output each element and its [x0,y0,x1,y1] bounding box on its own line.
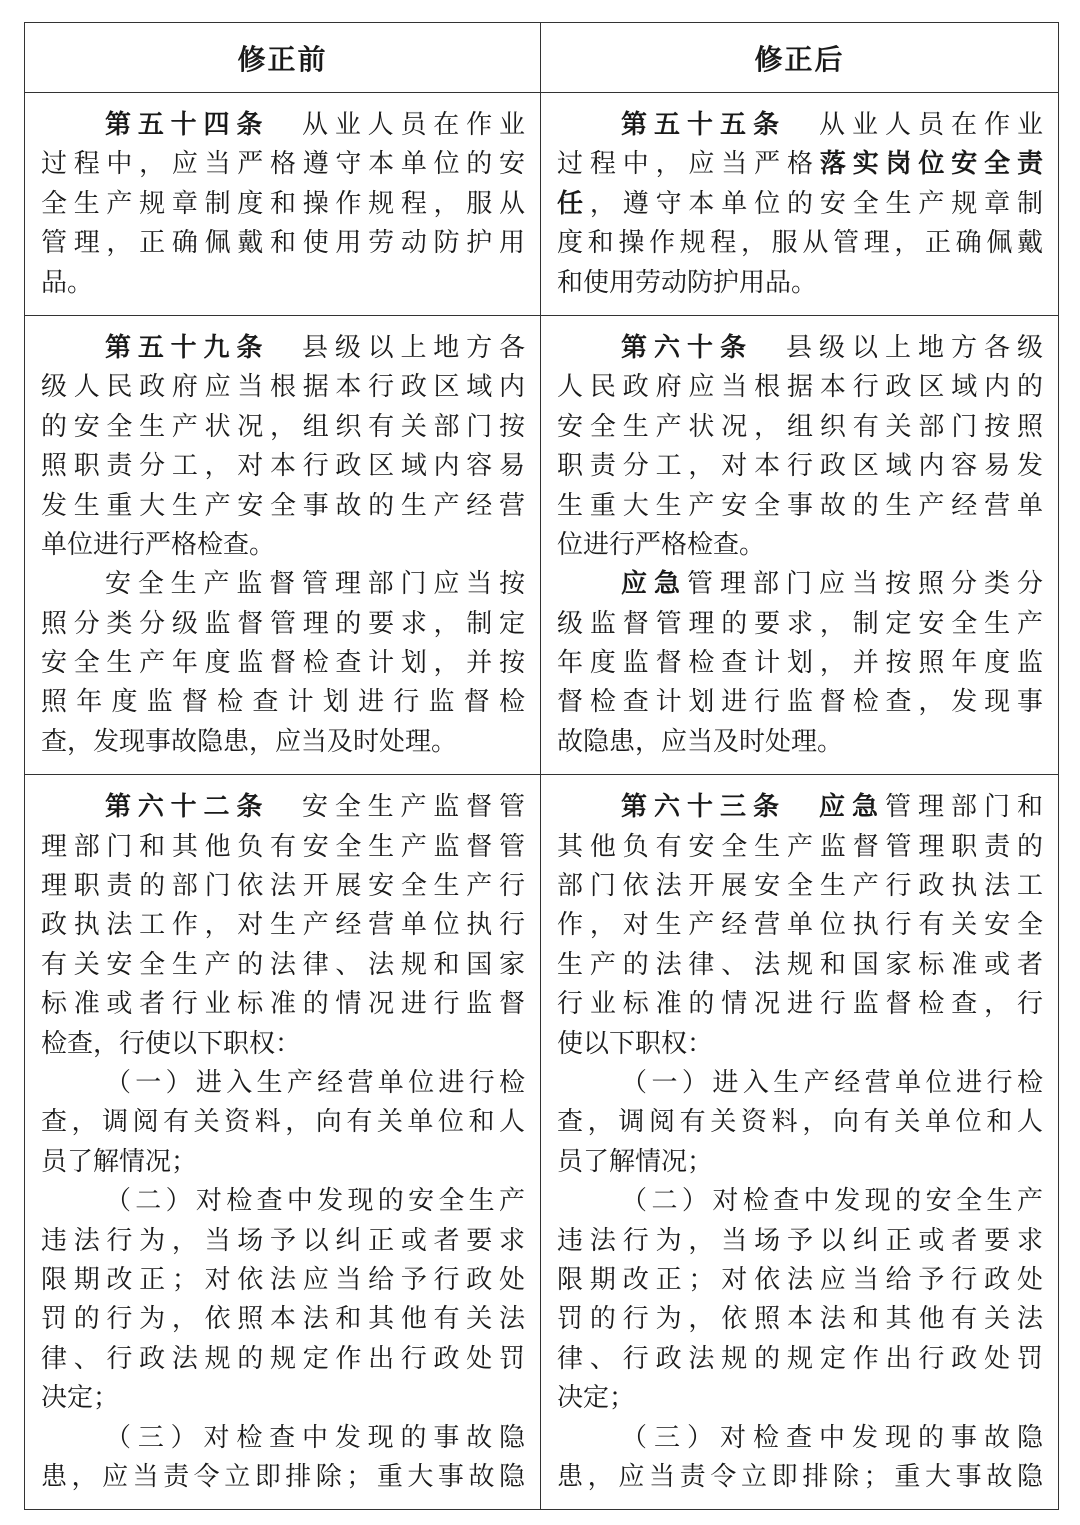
text-line [41,828,525,867]
text-line [41,447,525,486]
text-line [41,106,525,145]
text-line [41,487,525,526]
bold-text-segment: 应急 [621,569,687,600]
text-line [41,946,525,985]
text-line [41,1419,525,1458]
text-segment: 管理部门应当按照分类分 [687,569,1043,600]
text-segment: 县级以上地方各 [269,332,525,363]
text-segment: 生产的法律、法规和国家标准或者 [557,949,1043,980]
text-segment: 人民政府应当根据本行政区域内的 [557,372,1043,403]
text-line [41,867,525,906]
text-line [557,723,1043,762]
text-segment: 员了解情况； [41,1146,198,1177]
text-line [41,1300,525,1339]
text-segment: 理职责的部门依法开展安全生产行 [41,871,525,902]
text-segment: 罚的行为，依照本法和其他有关法 [41,1304,525,1335]
text-line [557,906,1043,945]
text-line [41,1261,525,1300]
article-after-cell [541,315,1059,774]
text-segment: 级监督管理的要求，制定安全生产 [557,608,1043,639]
bold-text-segment: 第五十九条 [105,332,270,363]
text-line [41,185,525,224]
table-row [25,93,1059,316]
text-line [41,264,525,303]
text-segment: （一）进入生产经营单位进行检 [621,1067,1043,1098]
text-segment: 督检查计划进行监督检查，发现事 [557,687,1043,718]
article-before-cell [25,315,541,774]
text-line [557,368,1043,407]
text-segment: 检查，行使以下职权： [41,1028,302,1059]
text-line [557,644,1043,683]
text-segment: 违法行为，当场予以纠正或者要求 [41,1225,525,1256]
text-line [41,644,525,683]
text-segment: 违法行为，当场予以纠正或者要求 [557,1225,1043,1256]
text-segment: 单位进行严格检查。 [41,529,276,560]
text-segment: 决定； [557,1383,636,1414]
text-segment: （二）对检查中发现的安全生产 [621,1186,1043,1217]
article-before-cell [25,775,541,1510]
text-segment: 有关安全生产的法律、法规和国家 [41,949,525,980]
text-segment: 安全生产监督管理部门应当按 [105,569,525,600]
text-segment: 管理，正确佩戴和使用劳动防护用 [41,228,525,259]
text-line [557,145,1043,184]
text-line [41,1025,525,1064]
text-line [41,526,525,565]
text-line [557,1261,1043,1300]
text-segment: 县级以上地方各级 [753,332,1043,363]
text-line [41,723,525,762]
bold-text-segment: 任 [557,188,590,219]
text-segment: 政执法工作，对生产经营单位执行 [41,910,525,941]
text-segment: 标准或者行业标准的情况进行监督 [41,989,525,1020]
amendment-comparison-table [24,22,1059,1510]
text-segment: 的安全生产状况，组织有关部门按 [41,411,525,442]
text-segment: 查，发现事故隐患，应当及时处理。 [41,726,458,757]
text-segment: 从业人员在作业 [786,110,1043,140]
text-line [41,906,525,945]
text-line [41,1458,525,1497]
text-segment: 过程中，应当严格遵守本单位的安 [41,149,525,180]
text-segment: 照年度监督检查计划进行监督检 [41,687,525,718]
table-row [25,315,1059,774]
text-line [557,946,1043,985]
bold-text-segment: 落实岗位安全责 [819,149,1043,180]
text-line [557,1182,1043,1221]
text-segment: 级人民政府应当根据本行政区域内 [41,372,525,403]
text-line [557,1419,1043,1458]
column-header-after: 修正后 [541,23,1059,93]
text-segment: 生重大生产安全事故的生产经营单 [557,490,1043,521]
text-segment: ，遵守本单位的安全生产规章制 [589,188,1043,219]
text-line [557,683,1043,722]
article-before-cell [25,93,541,316]
text-segment: 安全生产年度监督检查计划，并按 [41,648,525,679]
text-segment: （三）对检查中发现的事故隐 [621,1422,1043,1453]
text-segment: 照职责分工，对本行政区域内容易 [41,451,525,482]
text-segment: 员了解情况； [557,1146,714,1177]
bold-text-segment: 第六十条 [621,332,753,363]
text-line [557,828,1043,867]
text-line [41,224,525,263]
text-segment: 品。 [41,267,94,298]
text-segment: （一）进入生产经营单位进行检 [105,1067,525,1098]
text-line [41,565,525,604]
text-segment: 患，应当责令立即排除；重大事故隐 [557,1461,1043,1492]
text-segment: 照分类分级监督管理的要求，制定 [41,608,525,639]
text-line [41,1379,525,1418]
text-segment: 作，对生产经营单位执行有关安全 [557,910,1043,941]
text-line [557,526,1043,565]
text-segment: （三）对检查中发现的事故隐 [105,1422,525,1453]
text-segment: 查，调阅有关资料，向有关单位和人 [557,1107,1043,1138]
text-segment: 全生产规章制度和操作规程，服从 [41,188,525,219]
text-segment: 安全生产状况，组织有关部门按照 [557,411,1043,442]
text-segment: 罚的行为，依照本法和其他有关法 [557,1304,1043,1335]
text-line [557,1025,1043,1064]
text-line [41,1143,525,1182]
text-segment: 行业标准的情况进行监督检查，行 [557,989,1043,1020]
text-line [41,1340,525,1379]
text-line [41,1182,525,1221]
text-line [557,605,1043,644]
text-segment: （二）对检查中发现的安全生产 [105,1186,525,1217]
text-segment: 安全生产监督管 [269,792,525,823]
bold-text-segment: 第六十二条 [105,792,270,823]
text-line [557,1300,1043,1339]
text-segment: 决定； [41,1383,120,1414]
text-line [557,788,1043,827]
bold-text-segment: 第六十三条 应急 [621,792,885,823]
text-line [557,985,1043,1024]
text-line [557,264,1043,303]
table-header-row [25,23,1059,93]
text-line [41,1064,525,1103]
text-segment: 患，应当责令立即排除；重大事故隐 [41,1461,525,1492]
text-segment: 故隐患，应当及时处理。 [557,726,844,757]
text-line [557,487,1043,526]
column-header-before: 修正前 [25,23,541,93]
text-segment: 其他负有安全生产监督管理职责的 [557,831,1043,862]
text-line [557,447,1043,486]
text-line [557,224,1043,263]
text-line [557,185,1043,224]
text-line [557,106,1043,145]
text-segment: 使以下职权： [557,1028,714,1059]
text-line [557,1064,1043,1103]
text-line [557,1103,1043,1142]
text-segment: 和使用劳动防护用品。 [557,267,818,298]
text-line [41,408,525,447]
text-segment: 限期改正；对依法应当给予行政处 [41,1264,525,1295]
bold-text-segment: 第五十四条 [105,110,270,140]
text-segment: 过程中，应当严格 [557,149,820,180]
text-line [557,1143,1043,1182]
text-line [41,368,525,407]
text-segment: 律、行政法规的规定作出行政处罚 [557,1343,1043,1374]
article-after-cell [541,775,1059,1510]
text-segment: 查，调阅有关资料，向有关单位和人 [41,1107,525,1138]
text-line [557,1222,1043,1261]
text-line [557,565,1043,604]
text-segment: 发生重大生产安全事故的生产经营 [41,490,525,521]
bold-text-segment: 第五十五条 [621,110,786,140]
text-segment: 年度监督检查计划，并按照年度监 [557,648,1043,679]
text-segment: 理部门和其他负有安全生产监督管 [41,831,525,862]
text-line [557,867,1043,906]
text-segment: 职责分工，对本行政区域内容易发 [557,451,1043,482]
text-segment: 限期改正；对依法应当给予行政处 [557,1264,1043,1295]
text-line [41,985,525,1024]
text-segment: 从业人员在作业 [269,110,525,140]
text-line [41,788,525,827]
text-segment: 管理部门和 [884,792,1043,823]
text-line [557,1340,1043,1379]
text-line [41,1222,525,1261]
text-line [41,683,525,722]
text-line [41,329,525,368]
text-line [557,329,1043,368]
text-line [557,1379,1043,1418]
text-line [41,145,525,184]
text-line [41,1103,525,1142]
text-line [557,408,1043,447]
text-segment: 度和操作规程，服从管理，正确佩戴 [557,228,1043,259]
text-line [41,605,525,644]
text-segment: 部门依法开展安全生产行政执法工 [557,871,1043,902]
text-segment: 律、行政法规的规定作出行政处罚 [41,1343,525,1374]
table-row [25,775,1059,1510]
text-segment: 位进行严格检查。 [557,529,766,560]
text-line [557,1458,1043,1497]
article-after-cell [541,93,1059,316]
